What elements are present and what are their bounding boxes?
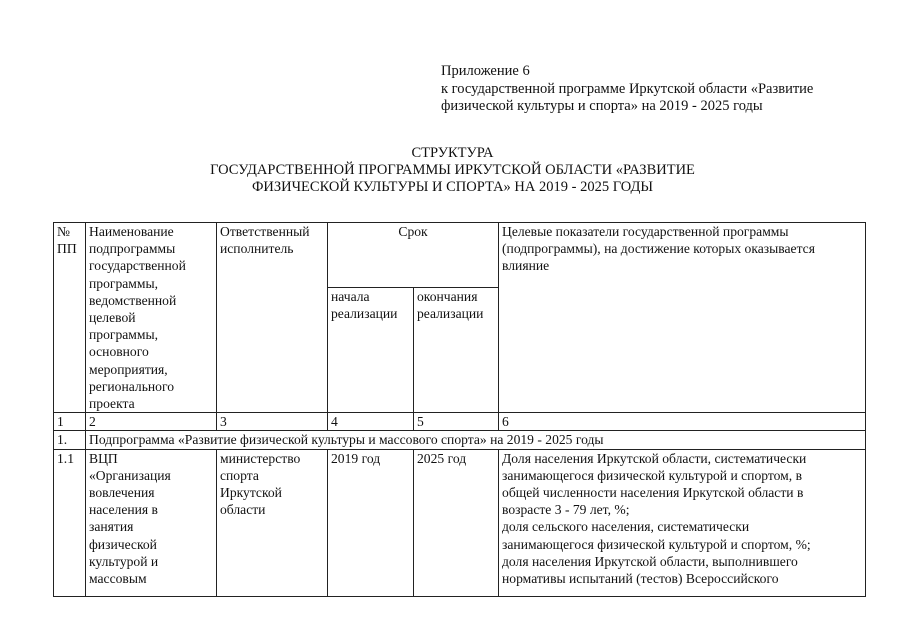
column-number: 1 bbox=[54, 413, 86, 431]
row-end: 2025 год bbox=[414, 449, 499, 596]
table-row bbox=[54, 449, 866, 596]
header-term: Срок bbox=[328, 223, 499, 288]
document-title bbox=[0, 145, 905, 196]
structure-table bbox=[53, 222, 866, 597]
appendix-line: физической культуры и спорта» на 2019 - 2025 годы bbox=[441, 98, 763, 114]
header-start: начала реализации bbox=[328, 287, 414, 413]
header-executor: Ответственный исполнитель bbox=[217, 223, 328, 413]
header-end: окончания реализации bbox=[414, 287, 499, 413]
section-title: Подпрограмма «Развитие физической культуры и массового спорта» на 2019 - 2025 годы bbox=[86, 431, 866, 449]
section-row bbox=[54, 431, 866, 449]
column-number: 6 bbox=[499, 413, 866, 431]
row-num: 1.1 bbox=[54, 449, 86, 596]
row-start: 2019 год bbox=[328, 449, 414, 596]
appendix-note bbox=[441, 63, 871, 116]
title-line: ФИЗИЧЕСКОЙ КУЛЬТУРЫ И СПОРТА» НА 2019 - 2025 ГОДЫ bbox=[251, 179, 654, 195]
title-line: ГОСУДАРСТВЕННОЙ ПРОГРАММЫ ИРКУТСКОЙ ОБЛАСТИ «РАЗВИТИЕ bbox=[210, 162, 695, 178]
column-number-row bbox=[54, 413, 866, 431]
row-name: ВЦП «Организация вовлечения населения в занятия физической культурой и массовым bbox=[86, 449, 217, 596]
column-number: 4 bbox=[328, 413, 414, 431]
header-name: Наименование подпрограммы государственной программы, ведомственной целевой программы, основного мероприятия, регионального проекта bbox=[86, 223, 217, 413]
row-executor: министерство спорта Иркутской области bbox=[217, 449, 328, 596]
column-number: 3 bbox=[217, 413, 328, 431]
row-targets: Доля населения Иркутской области, систематически занимающегося физической культурой и спортом, в общей численности населения Иркутской области в возрасте 3 - 79 лет, %; доля сельского населения, систематически занимающегося физической культурой и спортом, %; доля населения Иркутской области, выполнившего нормативы испытаний (тестов) Всероссийского bbox=[499, 449, 866, 596]
appendix-line: к государственной программе Иркутской области «Развитие bbox=[441, 80, 814, 97]
column-number: 2 bbox=[86, 413, 217, 431]
header-row bbox=[54, 223, 866, 288]
header-targets: Целевые показатели государственной программы (подпрограммы), на достижение которых оказывается влияние bbox=[499, 223, 866, 413]
appendix-line: Приложение 6 bbox=[441, 63, 530, 79]
title-line: СТРУКТУРА bbox=[411, 145, 494, 161]
header-num: № ПП bbox=[54, 223, 86, 413]
section-num: 1. bbox=[54, 431, 86, 449]
column-number: 5 bbox=[414, 413, 499, 431]
